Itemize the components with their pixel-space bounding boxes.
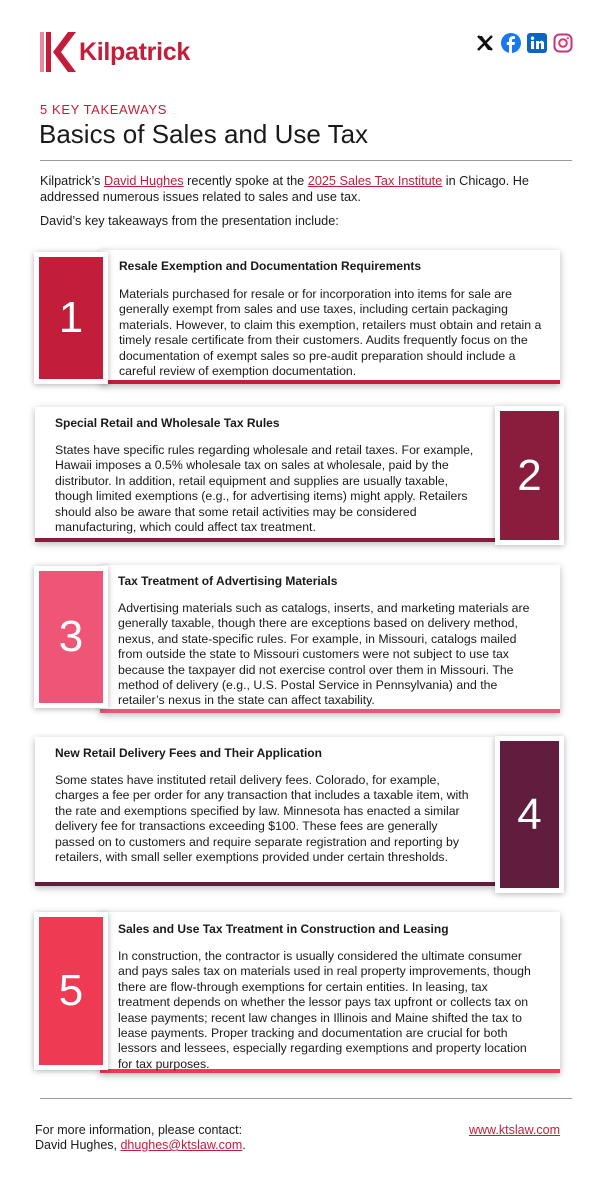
takeaway-title-5: Sales and Use Tax Treatment in Construction and Leasing [118,922,449,936]
brand-name: Kilpatrick [79,37,190,66]
website-link[interactable]: www.ktslaw.com [469,1123,560,1137]
facebook-icon[interactable] [500,32,522,54]
instagram-icon[interactable] [552,32,574,54]
intro-prefix: Kilpatrick’s [40,174,104,188]
contact-name-line [35,1138,246,1153]
david-hughes-link[interactable]: David Hughes [103,174,184,188]
email-header [0,0,604,90]
takeaway-body-2: States have specific rules regarding wholesale and retail taxes. For example, Hawaii imposes a 0.5% wholesale tax on sales at wholesale, paid by the distributor. In addition, retail equipment and supplies are usually taxable, though limited exemptions (e.g., for advertising items) might apply. Retailers should also be aware that some retail activities may be considered manufacturing, which could affect tax treatment. [55,443,474,535]
card-accent-bar [35,882,495,886]
footer-divider [40,1098,572,1099]
lead-sentence: David’s key takeaways from the presentation include: [40,214,339,228]
takeaway-number-5: 5 [34,912,108,1070]
card-accent-bar [35,538,495,542]
contact-email-link[interactable]: dhughes@ktslaw.com [120,1138,243,1152]
intro-mid: recently spoke at the [183,174,308,188]
contact-line: For more information, please contact: [35,1123,243,1137]
kilpatrick-logo[interactable] [38,30,190,74]
page-title: Basics of Sales and Use Tax [39,119,369,149]
takeaway-number-1: 1 [34,252,108,384]
title-divider [40,160,572,161]
takeaway-number-4: 4 [495,736,564,893]
sales-tax-institute-link[interactable]: 2025 Sales Tax Institute [307,174,443,188]
eyebrow-label: 5 KEY TAKEAWAYS [40,102,168,117]
takeaway-title-1: Resale Exemption and Documentation Requirements [119,259,422,273]
card-accent-bar [100,380,560,384]
intro-paragraph [40,173,570,205]
k-logo-icon [38,30,78,74]
contact-period: . [242,1138,246,1152]
takeaway-body-5: In construction, the contractor is usually considered the ultimate consumer and pays sales tax on materials used in real property improvements, though there are flow-through exemptions for certain entities. In leasing, tax treatment depends on whether the lessor pays tax upfront or collects tax on lease payments; recent law changes in Illinois and Maine shifted the tax to lease payments. Proper tracking and documentation are crucial for both lessors and lessees, especially regarding exemptions and property location for tax purposes. [118,949,531,1071]
takeaway-body-4: Some states have instituted retail delivery fees. Colorado, for example, charges a fee per order for any transaction that includes a taxable item, with the rate and exemptions specified by law. Minnesota has enacted a similar delivery fee for transactions exceeding $100. These fees are generally passed on to customers and require separate registration and reporting by retailers, with small seller exemptions provided under certain thresholds. [55,773,469,865]
takeaway-body-1: Materials purchased for resale or for incorporation into items for sale are generally exempt from sales and use taxes, including certain packaging materials. However, to claim this exemption, retailers must obtain and retain a timely resale certificate from their customers. Audits frequently focus on the documentation of exempt sales so pre-audit preparation should include a careful review of exemption documentation. [119,287,542,379]
x-icon[interactable] [474,32,496,54]
intro-suffix: in Chicago. He addressed numerous issues related to sales and use tax. [40,174,529,204]
takeaway-number-2: 2 [495,406,564,545]
footer-contact [35,1123,246,1153]
card-accent-bar [100,709,560,713]
social-links [474,32,574,54]
linkedin-icon[interactable] [526,32,548,54]
contact-name: David Hughes, [35,1138,121,1152]
takeaway-title-4: New Retail Delivery Fees and Their Application [55,746,322,760]
takeaway-title-3: Tax Treatment of Advertising Materials [118,574,338,588]
takeaway-body-3: Advertising materials such as catalogs, inserts, and marketing materials are generally taxable, though there are exceptions based on delivery method, nexus, and state-specific rules. For example, in Missouri, catalogs mailed from outside the state to Missouri customers were not subject to use tax because the taxpayer did not exercise control over them in Missouri. The method of delivery (e.g., U.S. Postal Service in Pennsylvania) and the retailer’s nexus in the state can affect taxability. [118,601,530,708]
takeaway-title-2: Special Retail and Wholesale Tax Rules [55,416,280,430]
takeaway-number-3: 3 [34,566,108,708]
